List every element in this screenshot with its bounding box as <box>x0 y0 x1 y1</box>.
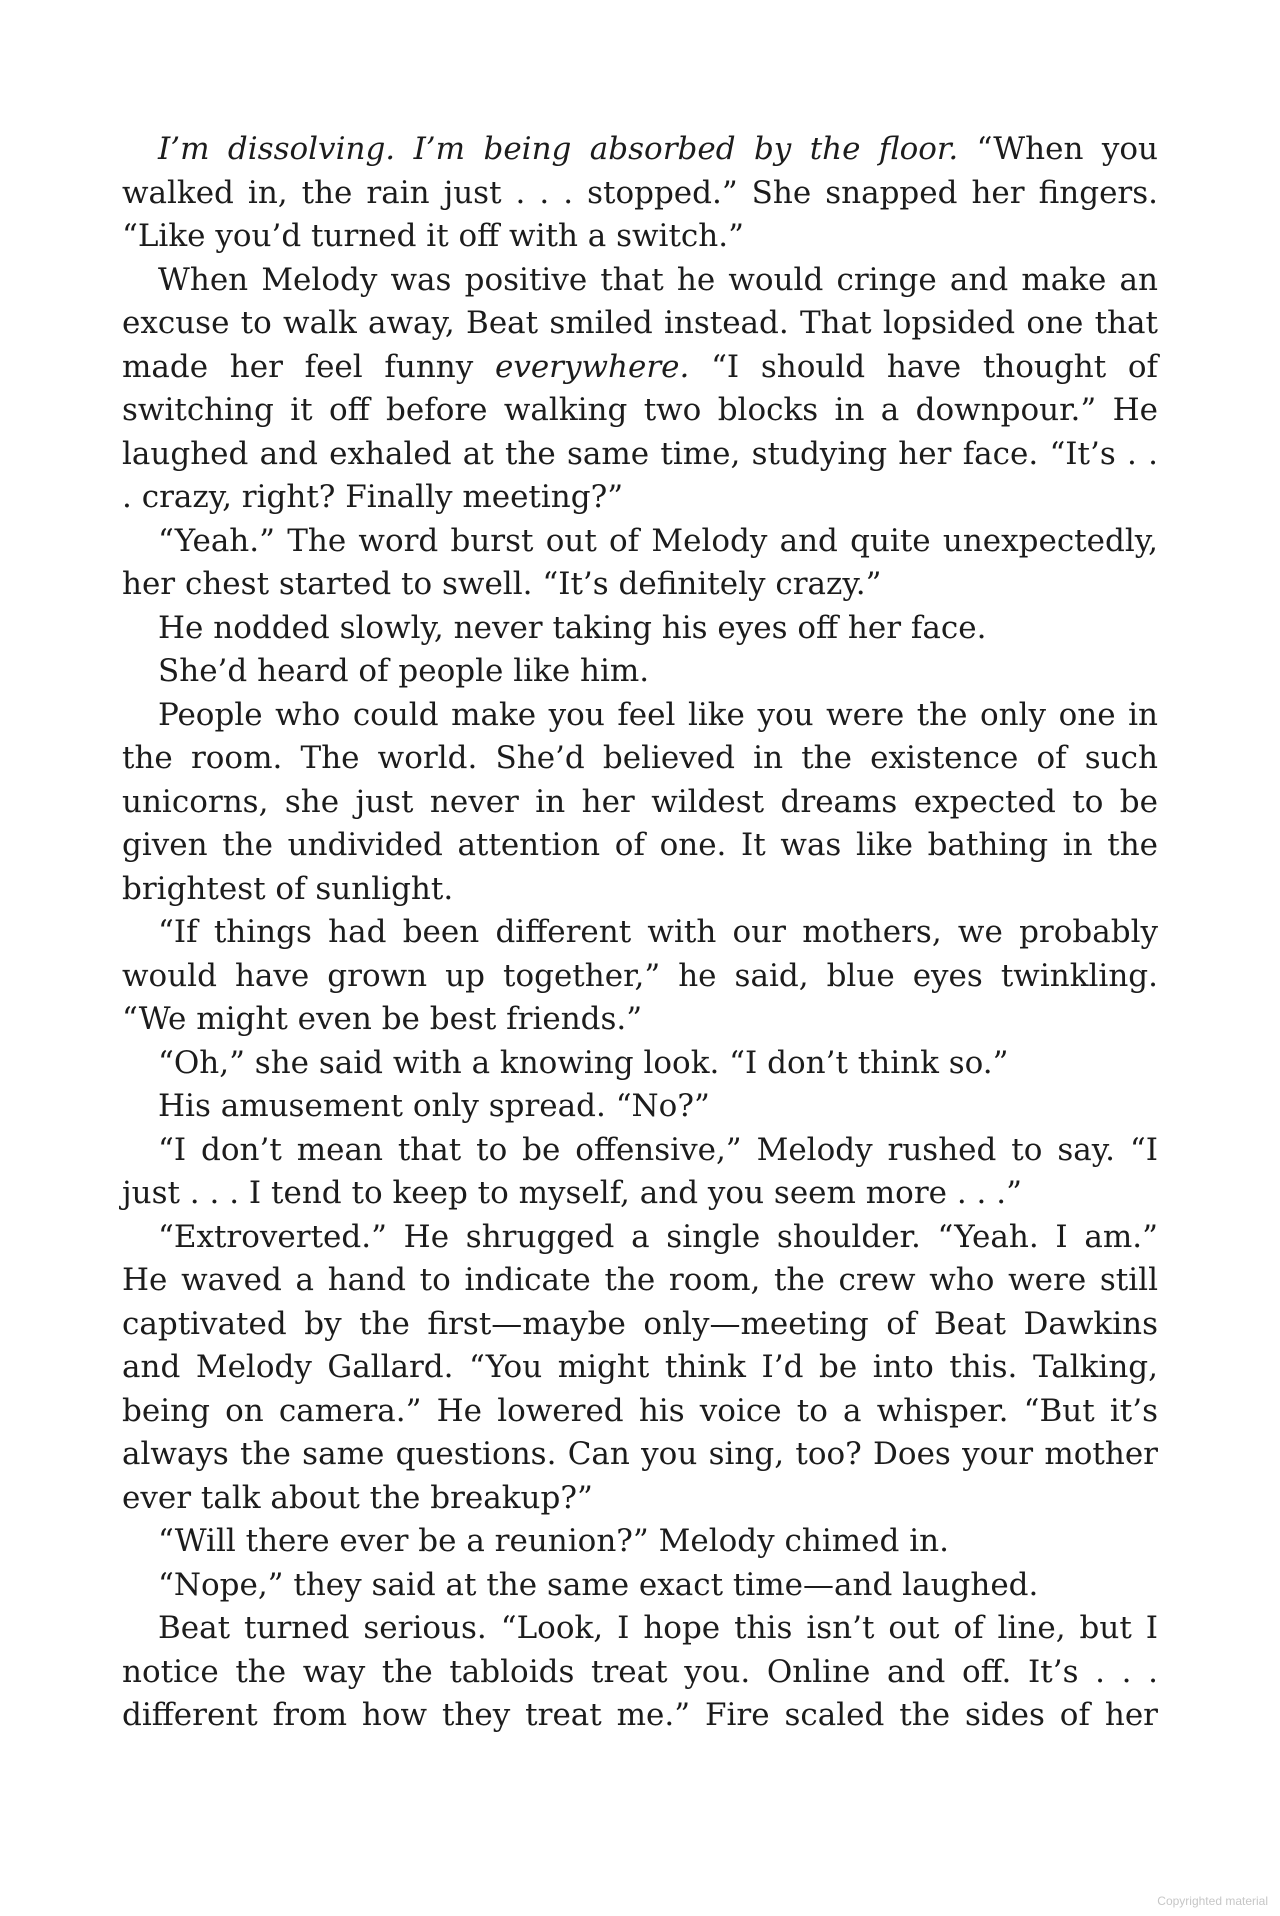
italic-emphasis: everywhere. <box>494 348 690 385</box>
paragraph-2: When Melody was positive that he would cringe and make an excuse to walk away, Beat smiled instead. That lopsided one that made her feel funny everywhere. “I should have thought of switching it off before walking two blocks in a downpour.” He laughed and exhaled at the same time, studying her face. “It’s . . . crazy, right? Finally meeting?” <box>122 261 1158 515</box>
paragraph-1: I’m dissolving. I’m being absorbed by the floor. “When you walked in, the rain just . . . stopped.” She snapped her fingers. “Like you’d turned it off with a switch.” <box>122 131 1159 254</box>
paragraph-11: “Extroverted.” He shrugged a single shoulder. “Yeah. I am.” He waved a hand to indicate the room, the crew who were still captivated by the first—maybe only—meeting of Beat Dawkins and Melody Gallard. “You might think I’d be into this. Talking, being on camera.” He lowered his voice to a whisper. “But it’s always the same questions. Can you sing, too? Does your mother ever talk about the breakup?” <box>122 1218 1158 1516</box>
paragraph-12: “Will there ever be a reunion?” Melody chimed in. <box>158 1523 949 1559</box>
paragraph-13: “Nope,” they said at the same exact time—and laughed. <box>158 1566 1039 1603</box>
italic-thought: I’m dissolving. I’m being absorbed by the floor. <box>158 131 959 167</box>
body-text <box>122 128 1158 1738</box>
paragraph-7: “If things had been different with our mothers, we probably would have grown up together,” he said, blue eyes twinkling. “We might even be best friends.” <box>122 914 1158 1037</box>
paragraph-9: His amusement only spread. “No?” <box>158 1088 710 1124</box>
copyright-watermark: Copyrighted material <box>1157 1894 1268 1908</box>
paragraph-6: People who could make you feel like you were the only one in the room. The world. She’d believed in the existence of such unicorns, she just never in her wildest dreams expected to be given the undivided attention of one. It was like bathing in the brightest of sunlight. <box>122 696 1158 907</box>
paragraph-8: “Oh,” she said with a knowing look. “I don’t think so.” <box>158 1044 1009 1081</box>
paragraph-4: He nodded slowly, never taking his eyes off her face. <box>158 609 987 646</box>
paragraph-5: She’d heard of people like him. <box>158 653 650 689</box>
paragraph-10: “I don’t mean that to be offensive,” Melody rushed to say. “I just . . . I tend to keep to myself, and you seem more . . .” <box>122 1131 1158 1211</box>
paragraph-3: “Yeah.” The word burst out of Melody and quite unexpectedly, her chest started to swell. “It’s definitely crazy.” <box>122 522 1158 602</box>
paragraph-14: Beat turned serious. “Look, I hope this isn’t out of line, but I notice the way the tabloids treat you. Online and off. It’s . . . different from how they treat me.” Fire scaled the sides of her <box>122 1610 1158 1733</box>
